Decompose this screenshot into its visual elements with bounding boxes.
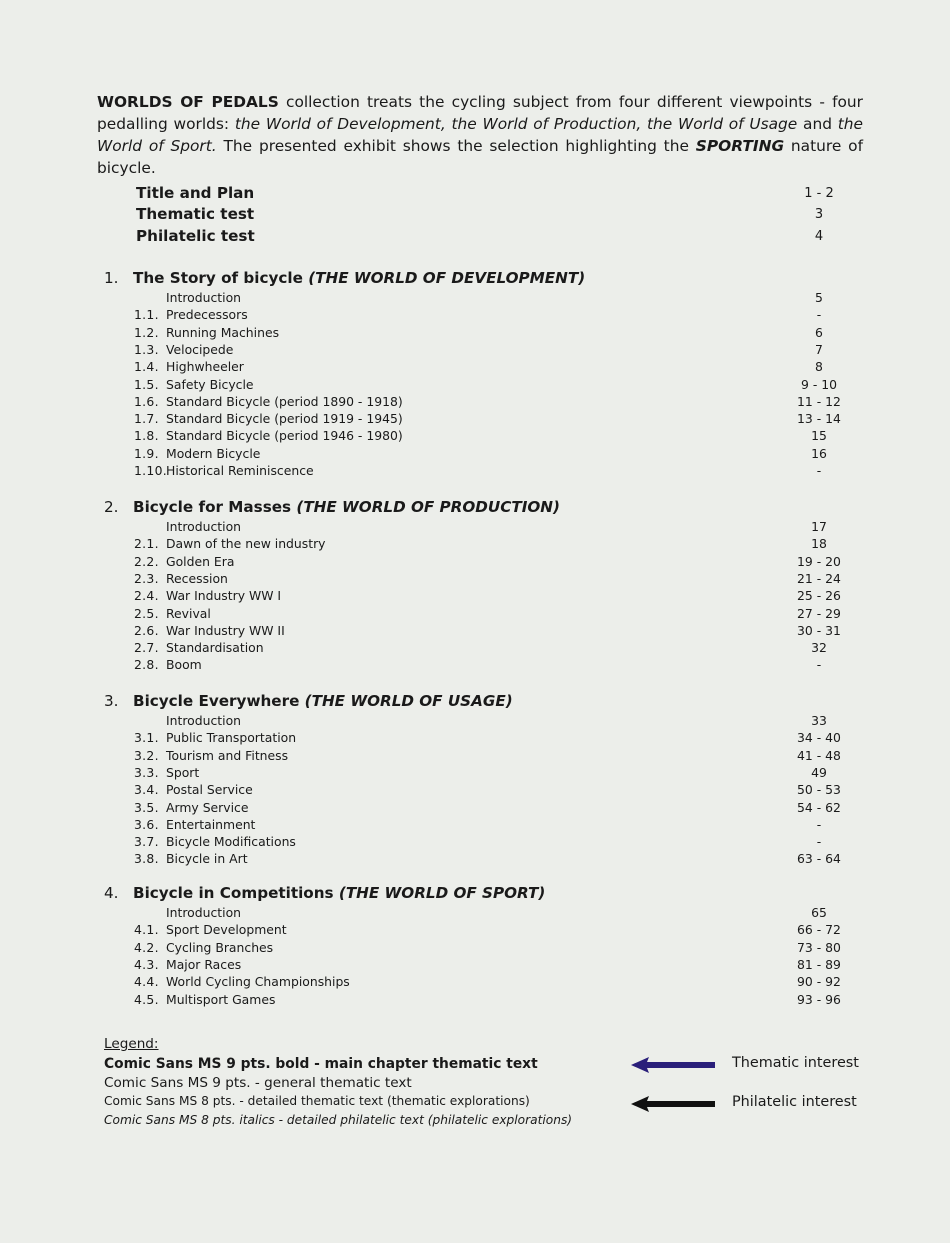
item-number: 3.7.	[134, 834, 159, 849]
page-range: 32	[811, 640, 827, 655]
chapter-world: (THE WORLD OF USAGE)	[304, 692, 513, 710]
item-number: 1.2.	[134, 325, 159, 340]
item-number: 4.4.	[134, 974, 159, 989]
item-label: Introduction	[166, 713, 242, 728]
item-number: 2.7.	[134, 640, 159, 655]
item-number: 2.8.	[134, 657, 159, 672]
item-label: Sport	[166, 765, 200, 780]
page-range: 66 - 72	[797, 922, 841, 937]
item-label: War Industry WW I	[166, 588, 282, 603]
item-number: 1.3.	[134, 342, 159, 357]
item-number: 3.6.	[134, 817, 159, 832]
legend-line-detailed: Comic Sans MS 8 pts. - detailed thematic text (thematic explorations)	[104, 1094, 530, 1108]
page-range: 93 - 96	[797, 992, 841, 1007]
item-label: Bicycle in Art	[166, 851, 248, 866]
item-label: Standard Bicycle (period 1890 - 1918)	[166, 394, 403, 409]
item-label: Introduction	[166, 519, 242, 534]
front-matter-label: Philatelic test	[136, 227, 255, 245]
item-number: 3.3.	[134, 765, 159, 780]
page-range: 7	[815, 342, 823, 357]
item-number: 3.2.	[134, 748, 159, 763]
page-range: 27 - 29	[797, 606, 841, 621]
intro-paragraph: WORLDS OF PEDALS collection treats the cycling subject from four different viewpoints - four pedalling worlds: the World of Development, the World of Production, the World of Usage and the World of Sport. The presented exhibit shows the selection highlighting the SPORTING nature of bicycle.	[97, 93, 864, 177]
item-label: Recession	[166, 571, 228, 586]
page-range: 3	[814, 207, 824, 222]
item-label: Introduction	[166, 290, 242, 305]
page-range: 19 - 20	[797, 554, 841, 569]
item-number: 2.4.	[134, 588, 159, 603]
item-number: 1.9.	[134, 446, 159, 461]
item-label: Golden Era	[166, 554, 235, 569]
chapter-world: (THE WORLD OF SPORT)	[338, 884, 546, 902]
chapter-title	[133, 269, 585, 287]
page-range: 63 - 64	[797, 851, 841, 866]
page-range: 1 - 2	[804, 186, 834, 201]
item-label: Running Machines	[166, 325, 280, 340]
item-number: 1.5.	[134, 377, 159, 392]
item-label: World Cycling Championships	[166, 974, 350, 989]
item-number: 1.10.	[134, 463, 168, 478]
chapter-number: 3.	[104, 692, 119, 710]
item-label: Modern Bicycle	[166, 446, 261, 461]
chapter-title	[133, 498, 560, 516]
page-range: 65	[811, 905, 827, 920]
item-number: 3.1.	[134, 730, 159, 745]
item-label: Public Transportation	[166, 730, 297, 745]
item-number: 4.3.	[134, 957, 159, 972]
chapter-title-text: Bicycle for Masses	[133, 498, 297, 516]
chapter-number: 2.	[104, 498, 119, 516]
chapter-title	[133, 692, 513, 710]
page-range: 49	[811, 765, 827, 780]
item-number: 2.1.	[134, 536, 159, 551]
item-label: Dawn of the new industry	[166, 536, 326, 551]
item-label: Entertainment	[166, 817, 256, 832]
item-label: Tourism and Fitness	[166, 748, 289, 763]
page-range: -	[816, 817, 822, 832]
left-arrow-icon	[631, 1096, 715, 1112]
item-number: 3.8.	[134, 851, 159, 866]
page-range: -	[816, 307, 822, 322]
item-number: 4.1.	[134, 922, 159, 937]
item-label: Standardisation	[166, 640, 264, 655]
page-range: 25 - 26	[797, 588, 841, 603]
legend-heading: Legend:	[104, 1036, 159, 1052]
item-label: Standard Bicycle (period 1919 - 1945)	[166, 411, 403, 426]
philatelic-interest-label: Philatelic interest	[732, 1094, 857, 1110]
page-range: 11 - 12	[797, 394, 841, 409]
legend-line-general: Comic Sans MS 9 pts. - general thematic text	[104, 1075, 412, 1091]
page-range: 90 - 92	[797, 974, 841, 989]
item-label: Multisport Games	[166, 992, 276, 1007]
item-number: 2.3.	[134, 571, 159, 586]
legend-line-bold: Comic Sans MS 9 pts. bold - main chapter thematic text	[104, 1056, 538, 1072]
page-range: 16	[811, 446, 827, 461]
page-range: -	[816, 657, 822, 672]
item-number: 1.6.	[134, 394, 159, 409]
page-range: 30 - 31	[797, 623, 841, 638]
item-number: 1.8.	[134, 428, 159, 443]
front-matter-label: Title and Plan	[136, 184, 255, 202]
page-range: 6	[815, 325, 823, 340]
left-arrow-icon	[631, 1057, 715, 1073]
chapter-title-text: The Story of bicycle	[133, 269, 309, 287]
item-label: Historical Reminiscence	[166, 463, 314, 478]
page-range: 34 - 40	[797, 730, 841, 745]
item-number: 4.2.	[134, 940, 159, 955]
page-range: 18	[811, 536, 827, 551]
item-label: Standard Bicycle (period 1946 - 1980)	[166, 428, 403, 443]
item-label: Major Races	[166, 957, 242, 972]
item-number: 1.1.	[134, 307, 159, 322]
page-range: 50 - 53	[797, 782, 841, 797]
item-label: Boom	[166, 657, 202, 672]
item-label: Army Service	[166, 800, 249, 815]
page-range: 41 - 48	[797, 748, 841, 763]
page-range: 15	[811, 428, 827, 443]
page-range: 33	[811, 713, 827, 728]
item-label: Velocipede	[166, 342, 234, 357]
page-range: 73 - 80	[797, 940, 841, 955]
item-number: 2.2.	[134, 554, 159, 569]
item-number: 4.5.	[134, 992, 159, 1007]
chapter-world: (THE WORLD OF PRODUCTION)	[296, 498, 560, 516]
chapter-title-text: Bicycle in Competitions	[133, 884, 339, 902]
item-label: Cycling Branches	[166, 940, 274, 955]
page-range: 5	[815, 290, 823, 305]
item-number: 1.7.	[134, 411, 159, 426]
item-number: 3.4.	[134, 782, 159, 797]
collection-name: WORLDS OF PEDALS	[97, 93, 279, 111]
legend-line-philatelic: Comic Sans MS 8 pts. italics - detailed philatelic text (philatelic explorations)	[104, 1113, 573, 1127]
sporting-emphasis: SPORTING	[695, 137, 785, 155]
page-range: 81 - 89	[797, 957, 841, 972]
chapter-title	[133, 884, 545, 902]
item-label: Predecessors	[166, 307, 248, 322]
item-number: 2.5.	[134, 606, 159, 621]
page-range: 17	[811, 519, 827, 534]
chapter-world: (THE WORLD OF DEVELOPMENT)	[308, 269, 586, 287]
item-label: Highwheeler	[166, 359, 244, 374]
page-range: -	[816, 463, 822, 478]
item-number: 2.6.	[134, 623, 159, 638]
page-range: 9 - 10	[801, 377, 837, 392]
page-range: 54 - 62	[797, 800, 841, 815]
chapter-number: 4.	[104, 884, 119, 902]
item-label: Sport Development	[166, 922, 287, 937]
thematic-interest-label: Thematic interest	[732, 1055, 859, 1071]
item-label: Safety Bicycle	[166, 377, 254, 392]
page-range: 21 - 24	[797, 571, 841, 586]
front-matter-label: Thematic test	[136, 205, 255, 223]
item-number: 1.4.	[134, 359, 159, 374]
item-label: Revival	[166, 606, 211, 621]
item-number: 3.5.	[134, 800, 159, 815]
item-label: Introduction	[166, 905, 242, 920]
page-range: 13 - 14	[797, 411, 841, 426]
chapter-number: 1.	[104, 269, 119, 287]
item-label: War Industry WW II	[166, 623, 285, 638]
item-label: Bicycle Modifications	[166, 834, 296, 849]
page-range: 8	[815, 359, 823, 374]
page-range: 4	[814, 229, 824, 244]
chapter-title-text: Bicycle Everywhere	[133, 692, 305, 710]
page-range: -	[816, 834, 822, 849]
item-label: Postal Service	[166, 782, 253, 797]
